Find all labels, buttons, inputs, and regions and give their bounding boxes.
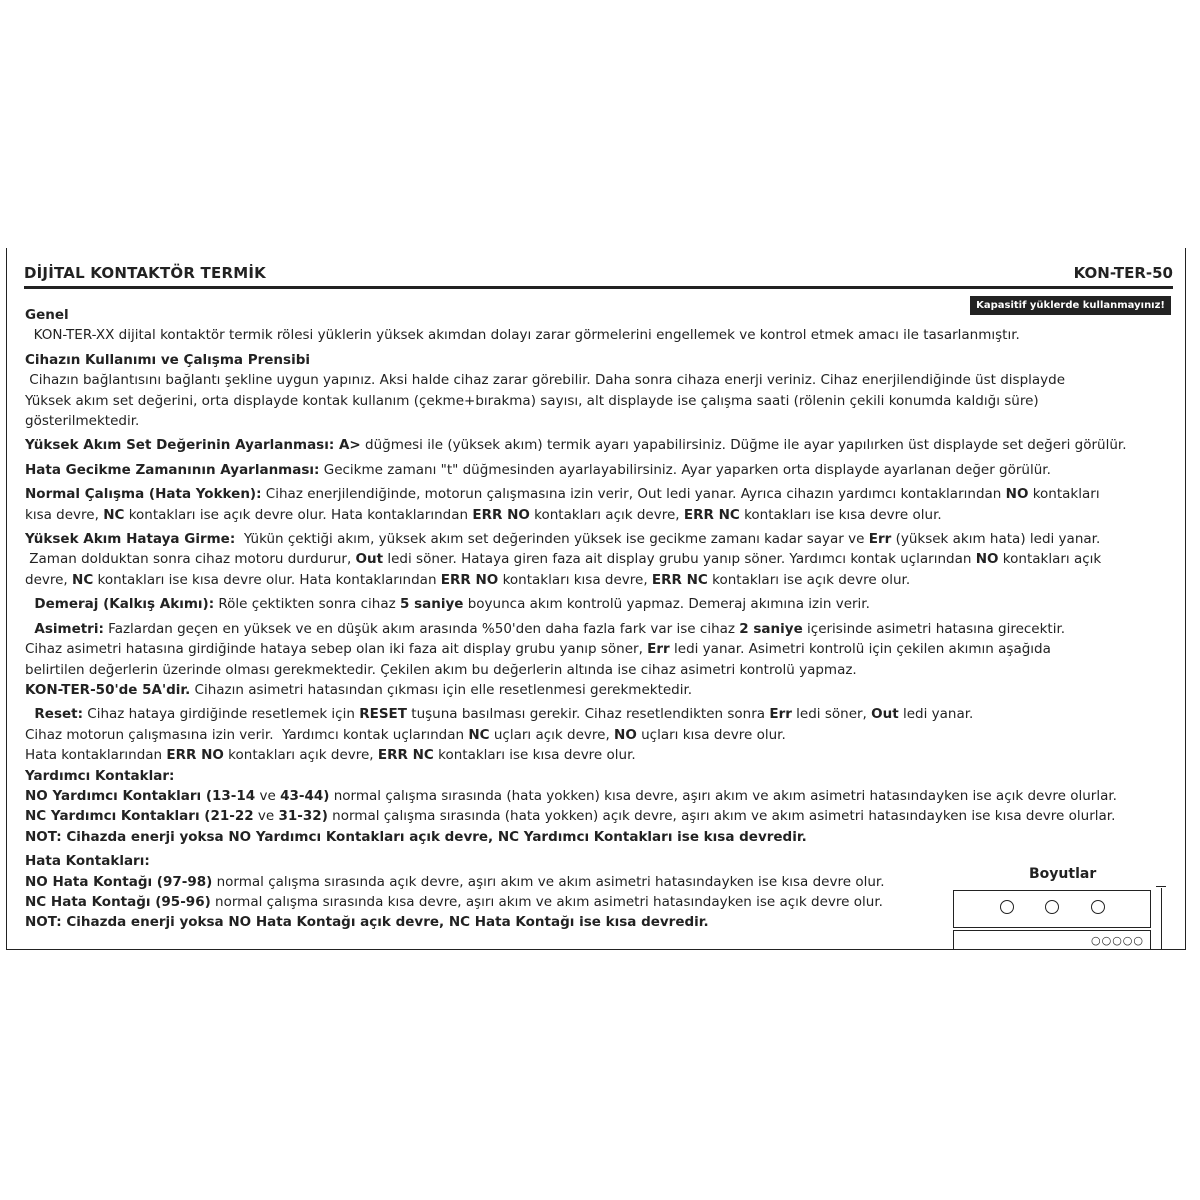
text-segment: içerisinde asimetri hatasına girecektir. bbox=[802, 620, 1066, 637]
bold-term: NO Yardımcı Kontakları (13-14 bbox=[25, 787, 256, 804]
text-segment: ledi söner, bbox=[791, 706, 872, 723]
text-segment: ve bbox=[253, 808, 279, 825]
bold-term: Yüksek Akım Hataya Girme: bbox=[25, 531, 236, 548]
text-segment: Zaman dolduktan sonra cihaz motoru durdurur, bbox=[25, 551, 356, 568]
paragraph-line bbox=[25, 680, 1186, 700]
text-segment: boyunca akım kontrolü yapmaz. Demeraj akımına izin verir. bbox=[463, 596, 870, 613]
bold-term: Demeraj (Kalkış Akımı): bbox=[25, 596, 215, 613]
dimension-drawing bbox=[947, 860, 1186, 950]
paragraph-line bbox=[25, 529, 1186, 549]
text-segment: Röle çektikten sonra cihaz bbox=[214, 596, 400, 613]
bold-term: Err bbox=[647, 641, 670, 658]
text-segment: kontakları ise açık devre olur. Hata kontaklarından bbox=[124, 506, 473, 523]
text-segment: normal çalışma sırasında açık devre, aşırı akım ve akım asimetri hatasındayken ise kısa devre olur. bbox=[212, 873, 885, 890]
text-segment: tuşuna basılması gerekir. Cihaz resetlendikten sonra bbox=[406, 706, 770, 723]
bold-term: Err bbox=[769, 706, 792, 723]
text-segment: kontakları ise açık devre olur. bbox=[707, 571, 911, 588]
text-segment: Yükün çektiği akım, yüksek akım set değerinden yüksek ise gecikme zamanı kadar sayar ve bbox=[235, 531, 869, 548]
text-segment: Hata kontaklarından bbox=[25, 747, 167, 764]
text-segment: Cihaz hataya girdiğinde resetlemek için bbox=[83, 706, 360, 723]
text-segment: kısa devre, bbox=[25, 506, 104, 523]
device-terminal-block bbox=[953, 930, 1151, 950]
warning-badge: Kapasitif yüklerde kullanmayınız! bbox=[970, 296, 1171, 315]
error-contacts-note: NOT: Cihazda enerji yoksa NO Hata Kontağı açık devre, NC Hata Kontağı ise kısa devredir. bbox=[25, 914, 709, 931]
bold-term: ERR NC bbox=[651, 571, 708, 588]
text-segment: Cihaz enerjilendiğinde, motorun çalışmasına izin verir, Out ledi yanar. Ayrıca cihazın yardımcı kontaklarından bbox=[261, 486, 1006, 503]
bold-term: NC bbox=[468, 726, 490, 743]
bold-term: 5 saniye bbox=[399, 596, 464, 613]
bold-term: NO bbox=[614, 726, 637, 743]
paragraph-line bbox=[25, 460, 1186, 480]
paragraph-line: KON-TER-XX dijital kontaktör termik rölesi yüklerin yüksek akımdan dolayı zarar görmelerini engellemek ve kontrol etmek amacı ile tasarlanmıştır. bbox=[25, 327, 1020, 344]
text-segment: normal çalışma sırasında (hata yokken) kısa devre, aşırı akım ve akım asimetri hatasındayken ise açık devre olurlar. bbox=[329, 787, 1117, 804]
bold-term: Out bbox=[871, 706, 899, 723]
text-segment: Cihazın asimetri hatasından çıkması için elle resetlenmesi gerekmektedir. bbox=[190, 681, 693, 698]
device-front-panel bbox=[953, 890, 1151, 928]
text-segment: kontakları açık devre, bbox=[529, 506, 684, 523]
product-code: KON-TER-50 bbox=[1073, 264, 1173, 282]
terminal-dots: ○○○○○ bbox=[1091, 934, 1144, 947]
text-segment: uçları kısa devre olur. bbox=[636, 726, 786, 743]
text-segment: ledi yanar. Asimetri kontrolü için çekilen akımın aşağıda bbox=[669, 641, 1051, 658]
text-segment: Gecikme zamanı "t" düğmesinden ayarlayabilirsiniz. Ayar yaparken orta displayde ayarlanan değer görülür. bbox=[319, 461, 1051, 478]
bold-term: Hata Gecikme Zamanının Ayarlanması: bbox=[25, 461, 320, 478]
bold-term: 2 saniye bbox=[739, 620, 803, 637]
bold-term: Reset: bbox=[25, 706, 83, 723]
paragraph-line: Yüksek akım set değerini, orta displayde kontak kullanım (çekme+bırakma) sayısı, alt displayde ise çalışma saati (rölenin çekili konumda kaldığı süre) bbox=[25, 392, 1039, 409]
text-segment: ledi söner. Hataya giren faza ait display grubu yanıp söner. Yardımcı kontak uçlarından bbox=[383, 551, 976, 568]
paragraph-line bbox=[25, 704, 1186, 724]
knob-icon bbox=[1091, 900, 1105, 914]
paragraph-line bbox=[25, 639, 1186, 659]
text-segment: Cihaz motorun çalışmasına izin verir. Yardımcı kontak uçlarından bbox=[25, 726, 469, 743]
bold-term: Asimetri: bbox=[25, 620, 104, 637]
bold-term: NC Yardımcı Kontakları (21-22 bbox=[25, 808, 254, 825]
section-heading-aux-contacts: Yardımcı Kontaklar: bbox=[25, 767, 175, 784]
section-heading-genel: Genel bbox=[25, 307, 69, 323]
section-heading-usage: Cihazın Kullanımı ve Çalışma Prensibi bbox=[25, 351, 310, 368]
paragraph-line: Cihazın bağlantısını bağlantı şekline uygun yapınız. Aksi halde cihaz zarar görebilir. Daha sonra cihaza enerji veriniz. Cihaz enerjilendiğinde üst displayde bbox=[25, 372, 1066, 389]
text-segment: ledi yanar. bbox=[898, 706, 974, 723]
text-segment: kontakları açık devre, bbox=[223, 747, 378, 764]
text-segment: (yüksek akım hata) ledi yanar. bbox=[891, 531, 1101, 548]
bold-term: Err bbox=[868, 531, 892, 548]
bold-term: Yüksek Akım Set Değerinin Ayarlanması: A> bbox=[25, 437, 361, 454]
bold-term: NO Hata Kontağı (97-98) bbox=[25, 873, 213, 890]
section-heading-error-contacts: Hata Kontakları: bbox=[25, 853, 150, 870]
paragraph-line bbox=[25, 806, 1186, 826]
document-header bbox=[24, 262, 1173, 289]
bold-term: Normal Çalışma (Hata Yokken): bbox=[25, 486, 262, 503]
bold-term: ERR NO bbox=[440, 571, 499, 588]
bold-term: NC bbox=[72, 571, 94, 588]
paragraph-line: gösterilmektedir. bbox=[25, 413, 140, 430]
bold-term: NO bbox=[975, 551, 999, 568]
paragraph-line bbox=[25, 619, 1186, 639]
text-segment: kontakları bbox=[1028, 486, 1100, 503]
paragraph-line bbox=[25, 549, 1186, 569]
text-segment: kontakları kısa devre, bbox=[498, 571, 652, 588]
text-segment: düğmesi ile (yüksek akım) termik ayarı yapabilirsiniz. Düğme ile ayar yapılırken üst displayde set değeri görülür. bbox=[360, 437, 1127, 454]
aux-contacts-note: NOT: Cihazda enerji yoksa NO Yardımcı Kontakları açık devre, NC Yardımcı Kontakları ise kısa devredir. bbox=[25, 828, 807, 845]
bold-term: RESET bbox=[359, 706, 407, 723]
bold-term: 31-32) bbox=[278, 808, 328, 825]
text-segment: kontakları ise kısa devre olur. bbox=[739, 506, 942, 523]
bold-term: ERR NO bbox=[166, 747, 224, 764]
paragraph-line bbox=[25, 745, 1186, 765]
document-body bbox=[25, 305, 1186, 933]
knob-icon bbox=[1045, 900, 1059, 914]
paragraph-line bbox=[25, 484, 1186, 504]
text-segment: kontakları ise kısa devre olur. Hata kontaklarından bbox=[93, 571, 441, 588]
bold-term: Out bbox=[355, 551, 384, 568]
datasheet-page bbox=[6, 248, 1186, 950]
bold-term: ERR NO bbox=[472, 506, 530, 523]
dimension-line bbox=[1161, 888, 1162, 950]
dimension-arrow-icon bbox=[1156, 886, 1166, 887]
text-segment: normal çalışma sırasında (hata yokken) açık devre, aşırı akım ve akım asimetri hatasındayken ise kısa devre olurlar. bbox=[327, 808, 1116, 825]
bold-term: ERR NC bbox=[683, 506, 740, 523]
bold-term: NC Hata Kontağı (95-96) bbox=[25, 893, 211, 910]
dimensions-title: Boyutlar bbox=[1029, 866, 1097, 882]
bold-term: NC bbox=[103, 506, 125, 523]
bold-term: KON-TER-50'de 5A'dir. bbox=[25, 681, 191, 698]
document-title: DİJİTAL KONTAKTÖR TERMİK bbox=[24, 264, 266, 282]
bold-term: ERR NC bbox=[377, 747, 434, 764]
paragraph-line: belirtilen değerlerin üzerinde olması gerekmektedir. Çekilen akım bu değerlerin altında ise cihaz asimetri kontrolü yapmaz. bbox=[25, 661, 857, 678]
text-segment: devre, bbox=[25, 571, 73, 588]
bold-term: 43-44) bbox=[280, 787, 330, 804]
text-segment: kontakları açık bbox=[998, 551, 1102, 568]
paragraph-line bbox=[25, 505, 1186, 525]
text-segment: ve bbox=[255, 787, 281, 804]
text-segment: Fazlardan geçen en yüksek ve en düşük akım arasında %50'den daha fazla fark var ise cihaz bbox=[103, 620, 740, 637]
paragraph-line bbox=[25, 594, 1186, 614]
text-segment: kontakları ise kısa devre olur. bbox=[433, 747, 636, 764]
bold-term: NO bbox=[1005, 486, 1029, 503]
knob-icon bbox=[1000, 900, 1014, 914]
paragraph-line bbox=[25, 725, 1186, 745]
text-segment: normal çalışma sırasında kısa devre, aşırı akım ve akım asimetri hatasındayken ise açık devre olur. bbox=[210, 893, 883, 910]
paragraph-line bbox=[25, 570, 1186, 590]
paragraph-line bbox=[25, 786, 1186, 806]
text-segment: uçları açık devre, bbox=[489, 726, 615, 743]
paragraph-line bbox=[25, 435, 1186, 455]
text-segment: Cihaz asimetri hatasına girdiğinde hataya sebep olan iki faza ait display grubu yanıp söner, bbox=[25, 641, 648, 658]
